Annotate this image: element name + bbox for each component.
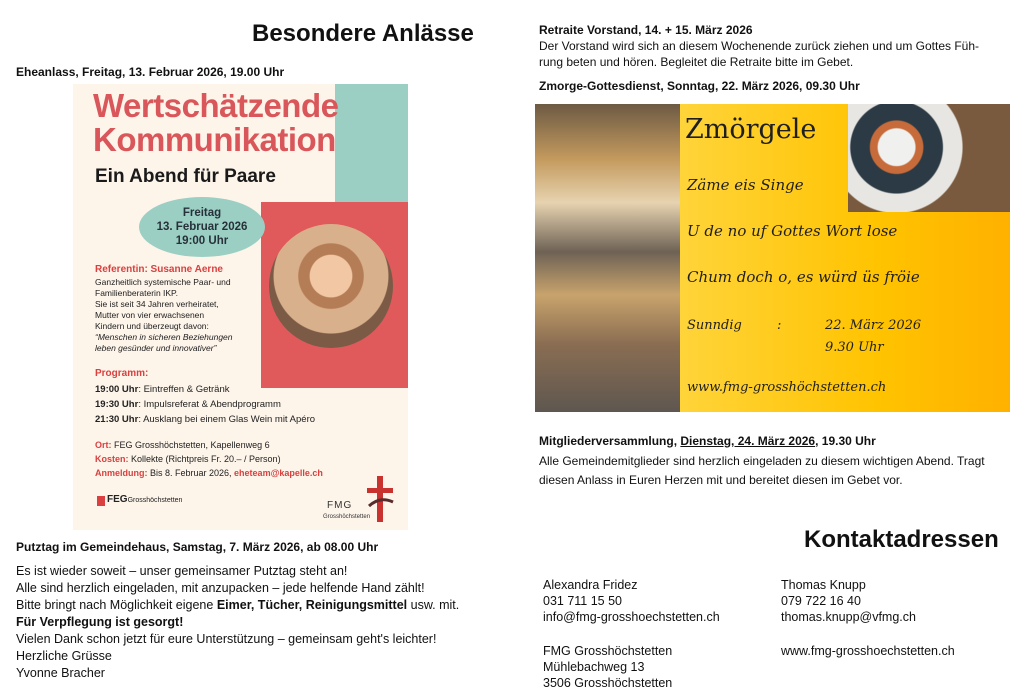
fmg-cross-icon (365, 476, 395, 522)
program-time: 21:30 Uhr (95, 414, 139, 425)
kosten-text: Kollekte (Richtpreis Fr. 20.– / Person) (128, 454, 281, 464)
program-text: : Eintreffen & Getränk (138, 384, 230, 395)
feg-logo (107, 494, 182, 505)
eheanlass-poster (73, 84, 408, 530)
mv-title-post: , 19.30 Uhr (815, 434, 876, 448)
banner-line1: Zäme eis Singe (687, 176, 804, 194)
poster-program (95, 382, 315, 427)
retraite-line1: Der Vorstand wird sich an diesem Wochenende zurück ziehen und um Gottes Füh- (539, 39, 980, 53)
mv-title-date: Dienstag, 24. März 2026 (680, 434, 816, 448)
anmeldung-label: Anmeldung: (95, 468, 148, 478)
contact-name: Alexandra Fridez (543, 578, 638, 592)
address-line: 3506 Grosshöchstetten (543, 676, 673, 690)
feg-logo-place: Grosshöchstetten (127, 497, 183, 504)
kosten-label: Kosten: (95, 454, 129, 464)
event2-bring (16, 597, 486, 614)
poster-ort (95, 438, 323, 452)
contact-knupp (781, 577, 916, 625)
poster-program-label: Programm: (95, 368, 149, 379)
retraite-title: Retraite Vorstand, 14. + 15. März 2026 (539, 23, 753, 37)
banner-line3: Chum doch o, es würd üs fröie (687, 268, 920, 286)
contact-address (543, 643, 672, 691)
bring-pre: Bitte bringt nach Möglichkeit eigene (16, 598, 217, 612)
contact-email[interactable]: thomas.knupp@vfmg.ch (781, 610, 916, 624)
heading-besondere-anlaesse: Besondere Anlässe (252, 20, 474, 47)
poster-bio (95, 277, 265, 354)
contact-phone[interactable]: 079 722 16 40 (781, 594, 861, 608)
event2-line: Es ist wieder soweit – unser gemeinsamer Putztag steht an! (16, 564, 348, 578)
breakfast-photo-right (848, 104, 1010, 212)
poster-anmeldung (95, 466, 323, 480)
banner-url[interactable]: www.fmg-grosshöchstetten.ch (687, 380, 887, 395)
program-text: : Ausklang bei einem Glas Wein mit Apéro (138, 414, 316, 425)
program-item (95, 382, 315, 397)
program-time: 19:30 Uhr (95, 399, 139, 410)
poster-date-line1: Freitag (182, 207, 222, 219)
program-item (95, 397, 315, 412)
contact-phone[interactable]: 031 711 15 50 (543, 594, 623, 608)
poster-kosten (95, 452, 323, 466)
zmoergele-banner (535, 104, 1010, 412)
event2-food: Für Verpflegung ist gesorgt! (16, 615, 184, 629)
fmg-logo-place: Grosshöchstetten (323, 514, 371, 520)
poster-date-line2: 13. Februar 2026 (156, 221, 248, 233)
poster-title-line1: Wertschätzende (93, 87, 339, 124)
poster-title-line2: Kommunikation (93, 121, 336, 158)
banner-date: 22. März 2026 (825, 318, 922, 333)
banner-title: Zmörgele (685, 114, 817, 145)
poster-subtitle: Ein Abend für Paare (95, 166, 276, 187)
poster-details (95, 438, 323, 480)
bio-line: Mutter von vier erwachsenen (95, 310, 205, 320)
poster-date-line3: 19:00 Uhr (175, 235, 229, 247)
ort-label: Ort: (95, 440, 112, 450)
bio-line: leben gesünder und innovativer” (95, 343, 217, 353)
event2-line: Alle sind herzlich eingeladen, mit anzupacken – jede helfende Hand zählt! (16, 581, 425, 595)
banner-day: Sunndig (687, 318, 742, 333)
program-time: 19:00 Uhr (95, 384, 139, 395)
address-line: FMG Grosshöchstetten (543, 644, 673, 658)
anmeldung-text: Bis 8. Februar 2026, (147, 468, 235, 478)
poster-date-oval (139, 197, 265, 257)
mv-line2: diesen Anlass in Euren Herzen mit und bereitet diesen im Gebet vor. (539, 473, 903, 487)
event2-thanks: Vielen Dank schon jetzt für eure Unterstützung – gemeinsam geht's leichter! (16, 632, 437, 646)
mv-line1: Alle Gemeindemitglieder sind herzlich eingeladen zu diesem wichtigen Abend. Tragt (539, 454, 985, 468)
program-text: : Impulsreferat & Abendprogramm (138, 399, 281, 410)
bio-line: Sie ist seit 34 Jahren verheiratet, (95, 299, 219, 309)
event2-name: Yvonne Bracher (16, 666, 105, 680)
contact-name: Thomas Knupp (781, 578, 866, 592)
event2-title: Putztag im Gemeindehaus, Samstag, 7. März 2026, ab 08.00 Uhr (16, 540, 379, 554)
program-item (95, 412, 315, 427)
bio-line: “Menschen in sicheren Beziehungen (95, 332, 233, 342)
banner-line2: U de no uf Gottes Wort lose (687, 222, 898, 240)
anmeldung-email[interactable]: eheteam@kapelle.ch (234, 468, 323, 478)
contact-email[interactable]: info@fmg-grosshoechstetten.ch (543, 610, 720, 624)
speaker-photo (269, 224, 393, 348)
feg-logo-icon (97, 496, 105, 506)
event2-body (16, 563, 486, 682)
heading-kontaktadressen: Kontaktadressen (804, 526, 999, 553)
bio-line: Ganzheitlich systemische Paar- und (95, 277, 231, 287)
poster-speaker-label: Referentin: Susanne Aerne (95, 264, 223, 275)
mv-title (539, 433, 876, 449)
retraite-line2: rung beten und hören. Begleitet die Retraite bitte im Gebet. (539, 55, 854, 69)
breakfast-photo-left (535, 104, 680, 412)
event2-greeting: Herzliche Grüsse (16, 649, 112, 663)
mv-title-pre: Mitgliederversammlung, (539, 434, 681, 448)
poster-teal-block (335, 84, 408, 202)
banner-time: 9.30 Uhr (825, 340, 884, 355)
address-line: Mühlebachweg 13 (543, 660, 645, 674)
bio-line: Kindern und überzeugt davon: (95, 321, 209, 331)
zmorge-title: Zmorge-Gottesdienst, Sonntag, 22. März 2026, 09.30 Uhr (539, 79, 860, 93)
fmg-logo-text: FMG (327, 500, 353, 511)
banner-colon: : (777, 318, 782, 333)
ort-text: FEG Grosshöchstetten, Kapellenweg 6 (111, 440, 270, 450)
feg-logo-text: FEG (107, 494, 128, 505)
bring-post: usw. mit. (407, 598, 460, 612)
contact-website[interactable]: www.fmg-grosshoechstetten.ch (781, 644, 955, 658)
event1-title: Eheanlass, Freitag, 13. Februar 2026, 19.00 Uhr (16, 65, 285, 79)
bio-line: Familienberaterin IKP. (95, 288, 178, 298)
contact-fridez (543, 577, 720, 625)
bring-bold: Eimer, Tücher, Reinigungsmittel (216, 598, 408, 612)
